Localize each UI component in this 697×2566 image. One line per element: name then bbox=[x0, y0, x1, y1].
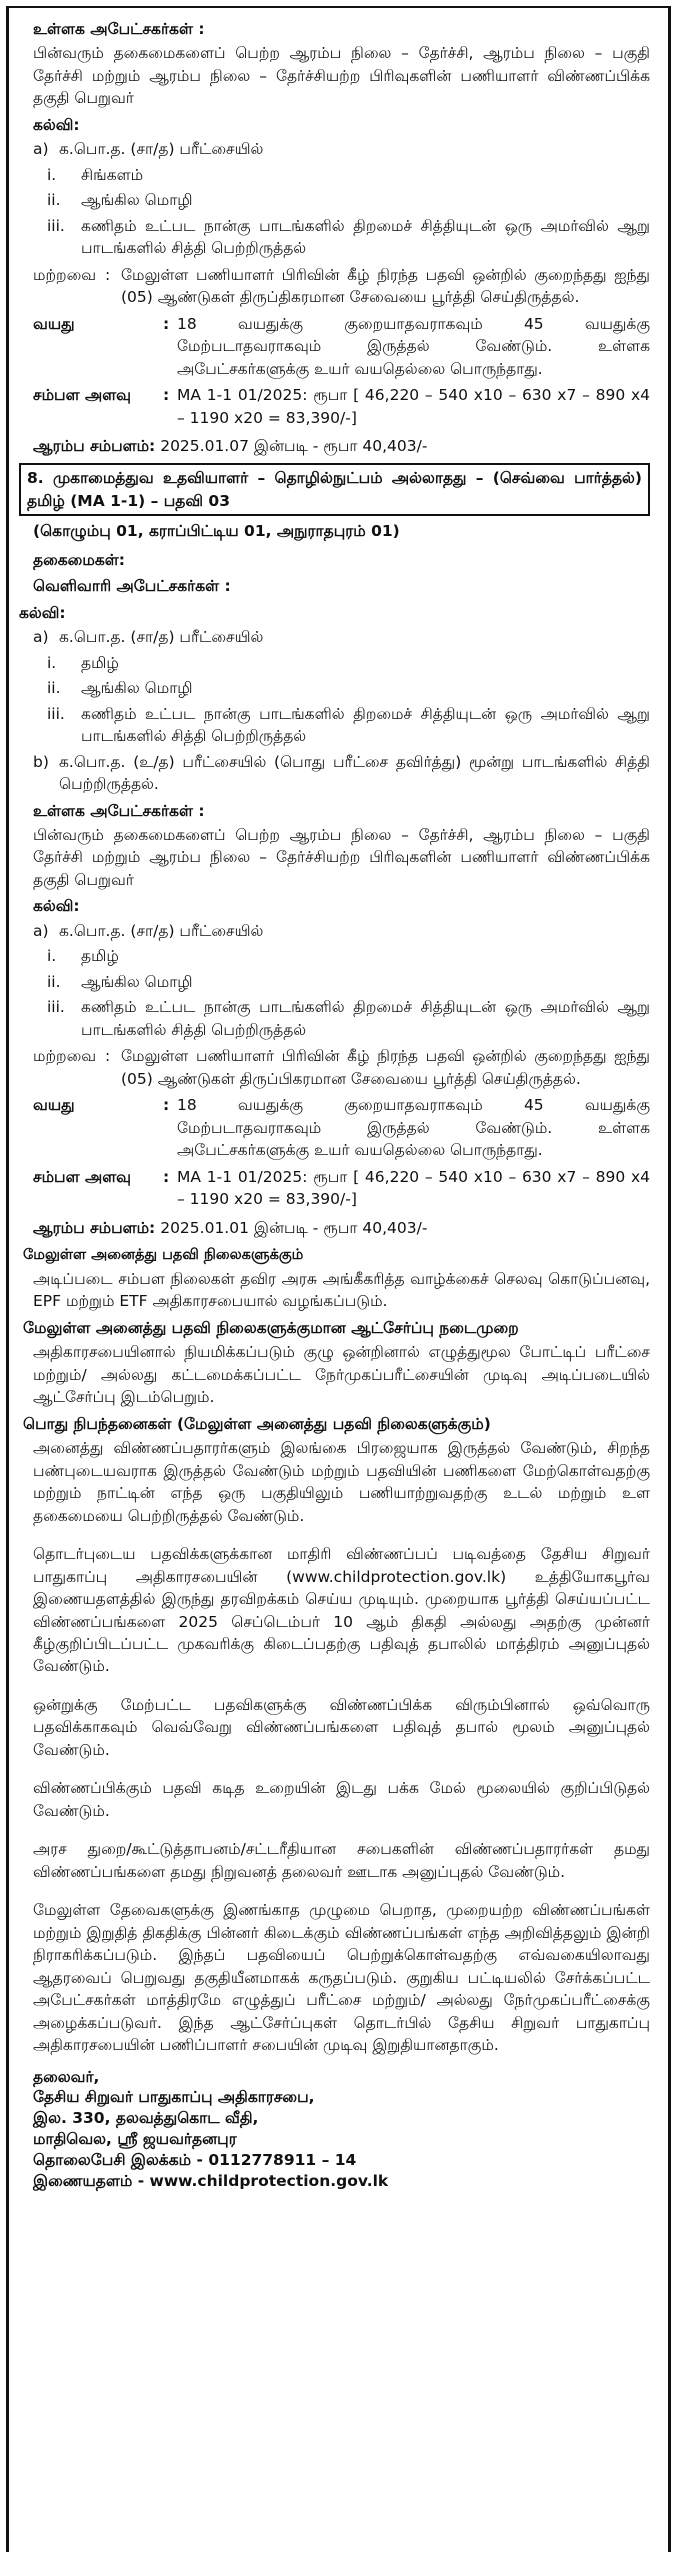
list-item bbox=[47, 677, 650, 699]
list-number: ii. bbox=[47, 679, 61, 698]
list-text: தமிழ் bbox=[81, 947, 119, 966]
salary-label: சம்பள அளவு bbox=[33, 1167, 132, 1186]
age-row bbox=[33, 1094, 650, 1161]
item-text: க.பொ.த. (சா/த) பரீட்சையில் bbox=[59, 628, 264, 647]
condition-paragraph: அனைத்து விண்ணப்பதாரர்களும் இலங்கை பிரஜையாக இருத்தல் வேண்டும், சிறந்த பண்புடையவராக இருத்தல் வேண்டும் மற்றும் பதவியின் பணிகளை மேற்கொள்வதற்கு மற்றும் நாட்டின் எந்த ஒரு பகுதியிலும் பணியாற்றுவதற்கு உடல் மற்றும் உள தகைமையை பெற்றிருத்தல் வேண்டும். bbox=[33, 1439, 650, 1525]
all-posts-heading: மேலுள்ள அனைத்து பதவி நிலைகளுக்கும் bbox=[23, 1246, 304, 1263]
age-row bbox=[33, 313, 650, 380]
age-text: 18 வயதுக்கு குறையாதவராகவும் 45 வயதுக்கு மேற்படாதவராகவும் இருத்தல் வேண்டும். உள்ளக அபேட்சகர்களுக்கு உயர் வயதெல்லை பொருந்தாது. bbox=[177, 314, 650, 378]
education-item-a bbox=[33, 920, 650, 942]
item-text: க.பொ.த. (சா/த) பரீட்சையில் bbox=[59, 140, 264, 159]
list-item bbox=[47, 996, 650, 1041]
other-colon: : bbox=[105, 1047, 111, 1066]
list-number: i. bbox=[47, 165, 57, 184]
list-text: சிங்களம் bbox=[81, 165, 144, 184]
education-item-a bbox=[33, 138, 650, 160]
general-conditions-heading: பொது நிபந்தனைகள் (மேலுள்ள அனைத்து பதவி நிலைகளுக்கும்) bbox=[23, 1414, 491, 1433]
other-text: மேலுள்ள பணியாளர் பிரிவின் கீழ் நிரந்த பதவி ஒன்றில் குறைந்தது ஐந்து (05) ஆண்டுகள் திருப்பிகரமான சேவையை பூர்த்தி செய்திருத்தல். bbox=[121, 1047, 650, 1088]
list-item bbox=[47, 215, 650, 260]
colon: : bbox=[163, 1167, 170, 1186]
condition-paragraph: மேலுள்ள தேவைகளுக்கு இணங்காத முழுமை பெறாத, முறையற்ற விண்ணப்பங்கள் மற்றும் இறுதித் திகதிக்கு பின்னர் கிடைக்கும் விண்ணப்பங்கள் எந்த அறிவித்தலும் இன்றி நிராகரிக்கப்படும். இந்தப் பதவியைப் பெற்றுக்கொள்வதற்கு எவ்வகையிலாவது ஆதரவைப் பெறுவது தகுதியீனமாகக் கருதப்படும். குறுகிய பட்டியலில் சேர்க்கப்பட்ட அபேட்சகர்கள் மாத்திரமே எழுத்துப் பரீட்சை மற்றும்/ அல்லது நேர்முகப்பரீட்சைக்கு அழைக்கப்படுவர். இந்த ஆட்சேர்ப்புகள் தொடர்பில் தேசிய சிறுவர் பாதுகாப்பு அதிகாரசபையின் பணிப்பாளர் சபையின் முடிவு இறுதியானதாகும். bbox=[33, 1901, 650, 2055]
list-text: ஆங்கில மொழி bbox=[81, 972, 193, 991]
internal-candidates-text: பின்வரும் தகைமைகளைப் பெற்ற ஆரம்ப நிலை – தேர்ச்சி, ஆரம்ப நிலை – பகுதி தேர்ச்சி மற்றும் ஆரம்ப நிலை – தேர்ச்சியற்ற பிரிவுகளின் பணியாளர் விண்ணப்பிக்க தகுதி பெறுவர் bbox=[33, 826, 650, 889]
condition-paragraph: ஒன்றுக்கு மேற்பட்ட பதவிகளுக்கு விண்ணப்பிக்க விரும்பினால் ஒவ்வொரு பதவிக்காகவும் வெவ்வேறு விண்ணப்பங்களை பதிவுத் தபால் மூலம் அனுப்புதல் வேண்டும். bbox=[33, 1695, 650, 1759]
item-label: a) bbox=[33, 140, 49, 159]
contact-title: தலைவர், bbox=[33, 2067, 100, 2086]
other-colon: : bbox=[105, 265, 111, 284]
list-item bbox=[47, 703, 650, 748]
starting-salary bbox=[33, 1217, 650, 1239]
item-label: a) bbox=[33, 921, 49, 940]
list-item bbox=[47, 652, 650, 674]
contact-website: இணையதளம் - www.childprotection.gov.lk bbox=[33, 2172, 389, 2191]
salary-row bbox=[33, 384, 650, 429]
subject-list bbox=[33, 652, 650, 748]
qualifications-heading: தகைமைகள்: bbox=[33, 550, 125, 569]
list-item bbox=[47, 945, 650, 967]
other-label: மற்றவை bbox=[33, 265, 97, 284]
item-text: க.பொ.த. (சா/த) பரீட்சையில் bbox=[59, 921, 264, 940]
age-text: 18 வயதுக்கு குறையாதவராகவும் 45 வயதுக்கு மேற்படாதவராகவும் இருத்தல் வேண்டும். உள்ளக அபேட்சகர்களுக்கு உயர் வயதெல்லை பொருந்தாது. bbox=[177, 1096, 650, 1160]
post-8-locations: (கொழும்பு 01, கராப்பிட்டிய 01, அநுராதபுரம் 01) bbox=[33, 522, 400, 541]
condition-paragraph: அரச துறை/கூட்டுத்தாபனம்/சட்டரீதியான சபைகளின் விண்ணப்பதாரர்கள் தமது விண்ணப்பங்களை தமது நிறுவனத் தலைவர் ஊடாக அனுப்புதல் வேண்டும். bbox=[33, 1840, 650, 1881]
list-item bbox=[47, 971, 650, 993]
list-text: ஆங்கில மொழி bbox=[81, 191, 193, 210]
contact-address-city: மாதிவெல, ஸ்ரீ ஜயவர்தனபுர bbox=[33, 2130, 237, 2149]
recruitment-heading: மேலுள்ள அனைத்து பதவி நிலைகளுக்குமான ஆட்சேர்ப்பு நடைமுறை bbox=[23, 1318, 519, 1337]
other-label: மற்றவை bbox=[33, 1047, 97, 1066]
list-number: iii. bbox=[47, 998, 65, 1017]
list-text: கணிதம் உட்பட நான்கு பாடங்களில் திறமைச் சித்தியுடன் ஒரு அமர்வில் ஆறு பாடங்களில் சித்தி பெற்றிருத்தல் bbox=[81, 998, 650, 1039]
education-item-b bbox=[33, 751, 650, 796]
subject-list bbox=[33, 945, 650, 1041]
external-candidates-heading: வெளிவாரி அபேட்சகர்கள் : bbox=[33, 577, 231, 596]
contact-block bbox=[33, 2067, 650, 2193]
contact-phone: தொலைபேசி இலக்கம் - 0112778911 – 14 bbox=[33, 2151, 357, 2170]
item-text: க.பொ.த. (உ/த) பரீட்சையில் (பொது பரீட்சை தவிர்த்து) மூன்று பாடங்களில் சித்தி பெற்றிருத்தல். bbox=[59, 752, 650, 794]
starting-salary-text: 2025.01.01 இன்படி - ரூபா 40,403/- bbox=[160, 1218, 428, 1237]
subject-list bbox=[33, 164, 650, 260]
recruitment-text: அதிகாரசபையினால் நியமிக்கப்படும் குழு ஒன்றினால் எழுத்துமூல போட்டிப் பரீட்சை மற்றும்/ அல்லது கட்டமைக்கப்பட்ட நேர்முகப்பரீட்சையின் முடிவு அடிப்படையில் ஆட்சேர்ப்பு இடம்பெறும். bbox=[33, 1343, 650, 1407]
list-number: i. bbox=[47, 947, 57, 966]
colon: : bbox=[163, 1096, 170, 1115]
contact-organization: தேசிய சிறுவர் பாதுகாப்பு அதிகாரசபை, bbox=[33, 2088, 315, 2107]
list-number: i. bbox=[47, 653, 57, 672]
salary-text: MA 1-1 01/2025: ரூபா [ 46,220 – 540 x10 – 630 x7 – 890 x4 – 1190 x20 = 83,390/-] bbox=[177, 386, 650, 427]
condition-paragraph: தொடர்புடைய பதவிக்களுக்கான மாதிரி விண்ணப்பப் படிவத்தை தேசிய சிறுவர் பாதுகாப்பு அதிகாரசபையின் (www.childprotection.gov.lk) உத்தியோகபூர்வ இணையதளத்தில் இருந்து தரவிறக்கம் செய்ய முடியும். முறையாக பூர்த்தி செய்யப்பட்ட விண்ணப்பங்களை 2025 செப்டெம்பர் 10 ஆம் திகதி அல்லது அதற்கு முன்னர் கீழ்குறிப்பிடப்பட்ட முகவரிக்கு கிடைப்பதற்கு பதிவுத் தபாலில் மாத்திரம் அனுப்புதல் வேண்டும். bbox=[33, 1545, 650, 1676]
item-label: b) bbox=[33, 752, 49, 771]
salary-row bbox=[33, 1166, 650, 1211]
salary-label: சம்பள அளவு bbox=[33, 386, 132, 405]
post-8-title: 8. முகாமைத்துவ உதவியாளர் – தொழில்நுட்பம் அல்லாதது – (செவ்வை பார்த்தல்) தமிழ் (MA 1-1) – பதவி 03 bbox=[19, 463, 650, 516]
education-item-a bbox=[33, 626, 650, 648]
list-number: iii. bbox=[47, 216, 65, 235]
list-number: ii. bbox=[47, 191, 61, 210]
education-heading: கல்வி: bbox=[33, 115, 80, 134]
education-heading: கல்வி: bbox=[19, 603, 66, 622]
list-text: கணிதம் உட்பட நான்கு பாடங்களில் திறமைச் சித்தியுடன் ஒரு அமர்வில் ஆறு பாடங்களில் சித்தி பெற்றிருத்தல் bbox=[81, 216, 650, 258]
education-heading: கல்வி: bbox=[33, 897, 80, 916]
starting-salary bbox=[33, 435, 650, 457]
list-text: ஆங்கில மொழி bbox=[81, 679, 193, 698]
list-text: கணிதம் உட்பட நான்கு பாடங்களில் திறமைச் சித்தியுடன் ஒரு அமர்வில் ஆறு பாடங்களில் சித்தி பெற்றிருத்தல் bbox=[81, 704, 650, 746]
condition-paragraph: விண்ணப்பிக்கும் பதவி கடித உறையின் இடது பக்க மேல் மூலையில் குறிப்பிடுதல் வேண்டும். bbox=[33, 1779, 650, 1820]
colon: : bbox=[163, 314, 170, 333]
internal-candidates-heading: உள்ளக அபேட்சகர்கள் : bbox=[33, 801, 205, 820]
list-text: தமிழ் bbox=[81, 653, 119, 672]
list-item bbox=[47, 189, 650, 211]
age-label: வயது bbox=[33, 1096, 75, 1115]
age-label: வயது bbox=[33, 314, 75, 333]
starting-salary-text: 2025.01.07 இன்படி - ரூபா 40,403/- bbox=[160, 436, 428, 455]
internal-candidates-heading: உள்ளக அபேட்சகர்கள் : bbox=[33, 20, 205, 38]
notice-page bbox=[6, 6, 671, 2552]
item-label: a) bbox=[33, 628, 49, 647]
list-item bbox=[47, 164, 650, 186]
other-requirement bbox=[33, 1045, 650, 1090]
starting-salary-label: ஆரம்ப சம்பளம்: bbox=[33, 436, 156, 455]
other-text: மேலுள்ள பணியாளர் பிரிவின் கீழ் நிரந்த பதவி ஒன்றில் குறைந்தது ஐந்து (05) ஆண்டுகள் திருப்திகரமான சேவையை பூர்த்தி செய்திருத்தல். bbox=[121, 265, 650, 307]
other-requirement bbox=[33, 264, 650, 309]
list-number: ii. bbox=[47, 972, 61, 991]
starting-salary-label: ஆரம்ப சம்பளம்: bbox=[33, 1218, 156, 1237]
salary-text: MA 1-1 01/2025: ரூபா [ 46,220 – 540 x10 – 630 x7 – 890 x4 – 1190 x20 = 83,390/-] bbox=[177, 1167, 650, 1209]
list-number: iii. bbox=[47, 704, 65, 723]
internal-candidates-text: பின்வரும் தகைமைகளைப் பெற்ற ஆரம்ப நிலை – தேர்ச்சி, ஆரம்ப நிலை – பகுதி தேர்ச்சி மற்றும் ஆரம்ப நிலை – தேர்ச்சியற்ற பிரிவுகளின் பணியாளர் விண்ணப்பிக்க தகுதி பெறுவர் bbox=[33, 44, 650, 108]
contact-address-line: இல. 330, தலவத்துகொட வீதி, bbox=[33, 2109, 259, 2128]
all-posts-text: அடிப்படை சம்பள நிலைகள் தவிர அரசு அங்கீகரித்த வாழ்க்கைச் செலவு கொடுப்பனவு, EPF மற்றும் ETF அதிகாரசபையால் வழங்கப்படும். bbox=[33, 1269, 650, 1311]
colon: : bbox=[163, 386, 170, 405]
